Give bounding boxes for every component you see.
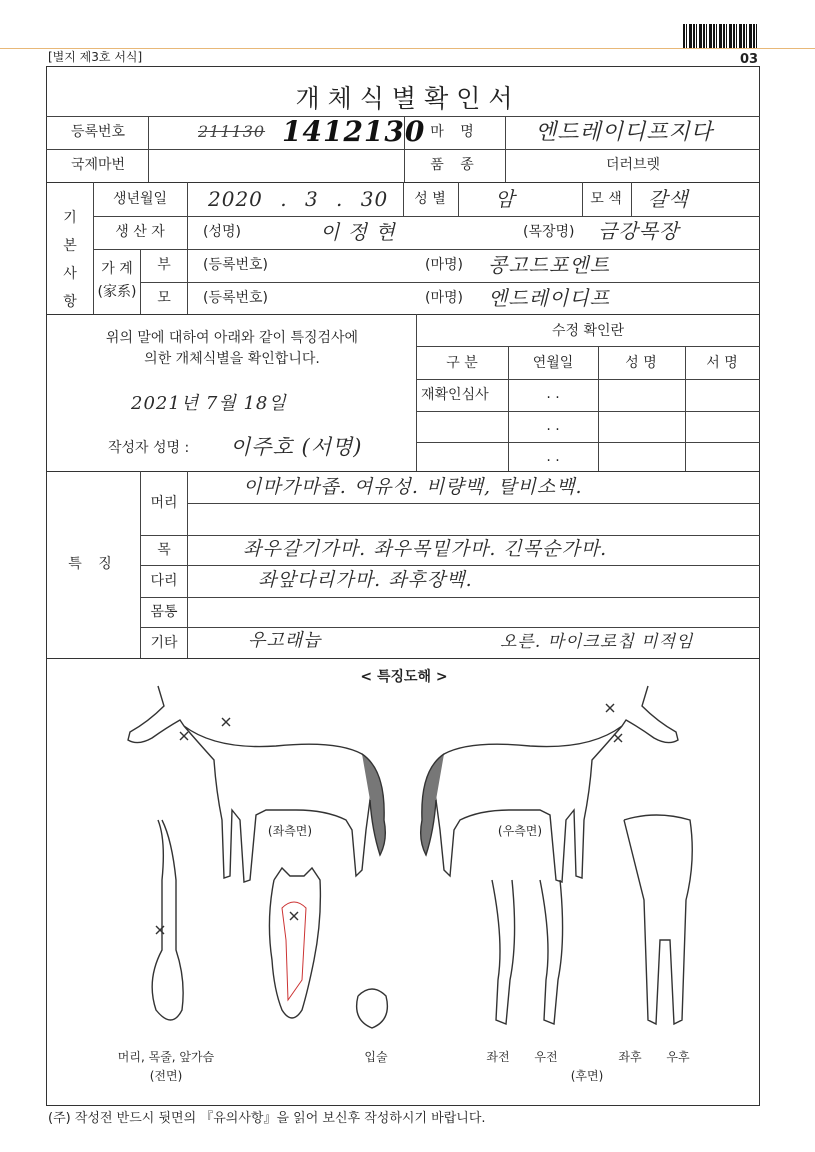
confirm-line2: 의한 개체식별을 확인합니다. xyxy=(144,351,320,367)
confirm-line1: 위의 말에 대하여 아래와 같이 특징검사에 xyxy=(105,330,359,346)
head-label: 머리 xyxy=(150,495,178,511)
revision-header-date: 연월일 xyxy=(532,355,574,371)
front-right-label: 우전 xyxy=(534,1050,558,1064)
sire-name-label: (마명) xyxy=(425,257,463,273)
reg-label: 등록번호 xyxy=(70,124,126,140)
front-label: (전면) xyxy=(149,1069,183,1083)
confirm-date: 2021년 7월 18일 xyxy=(131,393,287,414)
family-label: 가 계 xyxy=(101,261,133,277)
revision-header-sign: 서 명 xyxy=(706,355,738,371)
features-label: 특 징 xyxy=(68,556,118,572)
producer-label: 생 산 자 xyxy=(115,224,165,240)
sex-label: 성 별 xyxy=(414,191,446,207)
horse-name-value: 엔드레이디프지다 xyxy=(535,120,714,145)
horse-name-label: 마 명 xyxy=(430,124,480,140)
sire-label: 부 xyxy=(157,257,171,273)
leg-value: 좌앞다리가마. 좌후장백. xyxy=(258,569,473,591)
basic-section-label: 기본사항 xyxy=(63,210,77,310)
barcode xyxy=(683,24,757,48)
ranch-value: 금강목장 xyxy=(598,219,680,243)
front-caption: 머리, 목줄, 앞가슴 xyxy=(117,1050,215,1064)
producer-name: 이 정 현 xyxy=(320,220,396,244)
rear-label: (후면) xyxy=(570,1069,604,1083)
horse-diagram xyxy=(46,680,760,1100)
page-title: 개체식별확인서 xyxy=(295,84,521,113)
reg-struck-value: 211130 xyxy=(198,122,266,141)
intl-label: 국제마번 xyxy=(70,157,126,173)
ranch-label: (목장명) xyxy=(523,224,575,240)
breed-label: 품 종 xyxy=(430,157,480,173)
dam-name-label: (마명) xyxy=(425,290,463,306)
sex-value: 암 xyxy=(495,187,516,211)
reg-value: 1412130 xyxy=(282,115,426,148)
footer-note: (주) 작성전 반드시 뒷면의 『유의사항』을 읽어 보신후 작성하시기 바랍니다. xyxy=(48,1111,486,1126)
etc-label: 기타 xyxy=(150,635,178,651)
revision-header-name: 성 명 xyxy=(625,355,657,371)
revision-title: 수정 확인란 xyxy=(551,323,625,339)
leg-label: 다리 xyxy=(150,573,178,589)
sire-name: 콩고드포엔트 xyxy=(488,253,610,277)
revision-row3-date: . . xyxy=(546,449,560,465)
page-number: 03 xyxy=(740,52,759,67)
revision-header-type: 구 분 xyxy=(446,355,478,371)
left-side-label: (좌측면) xyxy=(267,824,313,838)
birth-label: 생년월일 xyxy=(112,191,168,207)
family-hanja: (家系) xyxy=(97,284,137,300)
body-label: 몸통 xyxy=(150,604,178,620)
breed-value: 더러브렛 xyxy=(605,157,661,173)
color-value: 갈색 xyxy=(648,187,689,211)
front-left-label: 좌전 xyxy=(486,1050,510,1064)
top-rule xyxy=(0,48,815,49)
etc-value: 우고래늡 xyxy=(248,630,322,651)
hind-left-label: 좌후 xyxy=(618,1050,642,1064)
writer-label: 작성자 성명 : xyxy=(108,440,190,456)
writer-name: 이주호 (서명) xyxy=(230,435,363,459)
revision-row1-date: . . xyxy=(546,386,560,402)
dam-label: 모 xyxy=(157,290,171,306)
birth-value: 2020 . 3 . 30 xyxy=(208,187,389,211)
etc-value2: 오른. 마이크로칩 미적임 xyxy=(500,632,694,652)
hind-right-label: 우후 xyxy=(666,1050,690,1064)
right-side-label: (우측면) xyxy=(497,824,543,838)
head-value: 이마가마좁. 여유성. 비량백, 탈비소백. xyxy=(243,476,583,498)
neck-label: 목 xyxy=(157,542,171,558)
producer-name-label: (성명) xyxy=(203,224,241,240)
dam-reg-label: (등록번호) xyxy=(203,290,269,306)
lip-label: 입술 xyxy=(364,1050,388,1064)
sire-reg-label: (등록번호) xyxy=(203,257,269,273)
dam-name: 엔드레이디프 xyxy=(488,286,610,310)
color-label: 모 색 xyxy=(590,191,622,207)
neck-value: 좌우갈기가마. 좌우목밑가마. 긴목순가마. xyxy=(243,538,608,560)
revision-row1-type: 재확인심사 xyxy=(421,387,489,403)
form-label: [별지 제3호 서식] xyxy=(48,50,143,64)
revision-row2-date: . . xyxy=(546,418,560,434)
diagram-title: < 특징도해 > xyxy=(360,669,448,685)
